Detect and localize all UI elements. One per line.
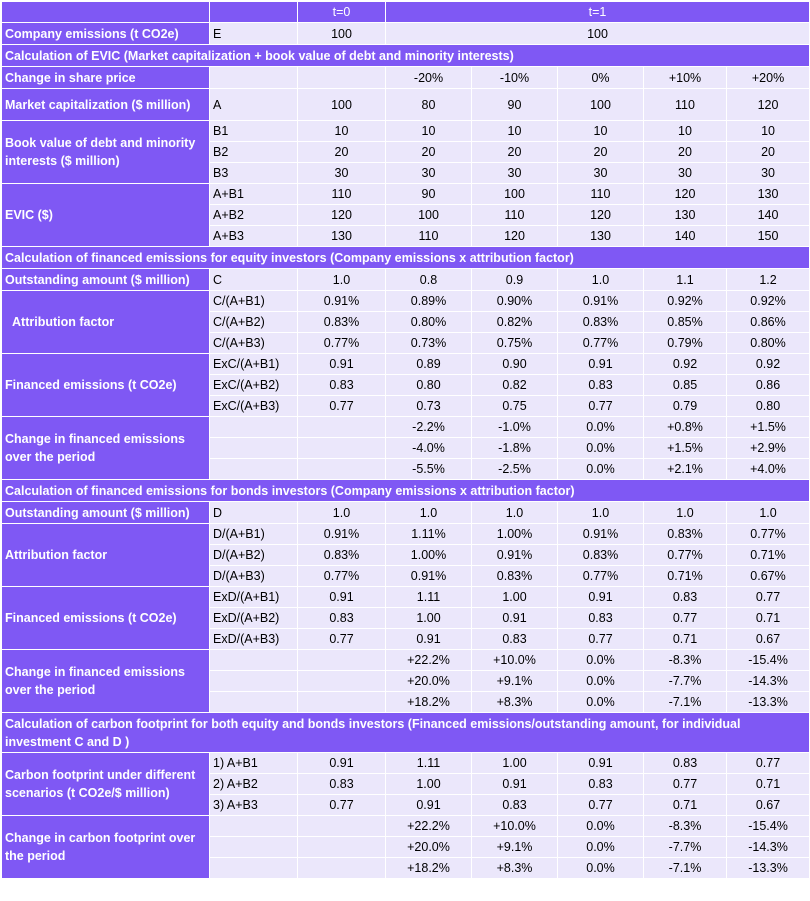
bonds-attribution-value: 0.77%: [558, 566, 644, 587]
bonds-attribution-code: D/(A+B2): [210, 545, 298, 566]
bonds-financed-value: 0.77: [558, 629, 644, 650]
book-debt-value: 10: [298, 121, 386, 142]
evic-value: 110: [472, 205, 558, 226]
footprint-change-value: +9.1%: [472, 837, 558, 858]
bonds-attribution-value: 0.71%: [644, 566, 727, 587]
bonds-outstanding-value: 1.0: [298, 502, 386, 524]
evic-code: A+B3: [210, 226, 298, 247]
equity-change-value: +1.5%: [644, 438, 727, 459]
equity-attribution-value: 0.91%: [298, 291, 386, 312]
bonds-financed-value: 0.67: [727, 629, 810, 650]
equity-financed-value: 0.86: [727, 375, 810, 396]
footprint-change-value: -8.3%: [644, 816, 727, 837]
bonds-outstanding-value: 1.0: [727, 502, 810, 524]
market-cap-value: 100: [558, 89, 644, 121]
equity-change-value: +2.9%: [727, 438, 810, 459]
share-price-change: +10%: [644, 67, 727, 89]
equity-attribution-code: C/(A+B3): [210, 333, 298, 354]
evic-value: 100: [472, 184, 558, 205]
bonds-attribution-code: D/(A+B3): [210, 566, 298, 587]
equity-attribution-value: 0.92%: [727, 291, 810, 312]
footprint-change-value: -7.1%: [644, 858, 727, 879]
equity-outstanding-value: 1.0: [558, 269, 644, 291]
equity-attribution-value: 0.80%: [386, 312, 472, 333]
bonds-attribution-value: 0.83%: [644, 524, 727, 545]
evic-value: 100: [386, 205, 472, 226]
footprint-value: 0.77: [727, 753, 810, 774]
footprint-value: 1.00: [472, 753, 558, 774]
footprint-change-value: +20.0%: [386, 837, 472, 858]
evic-value: 110: [298, 184, 386, 205]
footprint-value: 0.83: [644, 753, 727, 774]
book-debt-value: 30: [558, 163, 644, 184]
equity-financed-value: 0.77: [298, 396, 386, 417]
footprint-change-value: -14.3%: [727, 837, 810, 858]
equity-attribution-value: 0.91%: [558, 291, 644, 312]
bonds-financed-value: 0.77: [727, 587, 810, 608]
bonds-attribution-value: 0.91%: [472, 545, 558, 566]
bonds-change-value: -13.3%: [727, 692, 810, 713]
footprint-value: 0.71: [727, 774, 810, 795]
header-t1: t=1: [386, 2, 810, 23]
book-debt-value: 20: [472, 142, 558, 163]
bonds-attribution-value: 0.77%: [298, 566, 386, 587]
equity-financed-value: 0.90: [472, 354, 558, 375]
company-emissions-t0: 100: [298, 23, 386, 45]
equity-attribution-value: 0.83%: [298, 312, 386, 333]
bonds-attribution-code: D/(A+B1): [210, 524, 298, 545]
evic-value: 110: [558, 184, 644, 205]
equity-financed-value: 0.83: [298, 375, 386, 396]
book-debt-label: Book value of debt and minority interests ($ million): [2, 121, 210, 184]
bonds-financed-value: 0.91: [472, 608, 558, 629]
evic-value: 110: [386, 226, 472, 247]
equity-financed-value: 0.85: [644, 375, 727, 396]
equity-attribution-value: 0.82%: [472, 312, 558, 333]
bonds-financed-value: 0.77: [644, 608, 727, 629]
bonds-financed-value: 0.77: [298, 629, 386, 650]
bonds-financed-code: ExD/(A+B2): [210, 608, 298, 629]
share-price-change: -20%: [386, 67, 472, 89]
footprint-change-value: +18.2%: [386, 858, 472, 879]
bonds-financed-value: 0.83: [644, 587, 727, 608]
footprint-value: 0.91: [298, 753, 386, 774]
bonds-change-value: -7.7%: [644, 671, 727, 692]
bonds-financed-value: 0.91: [298, 587, 386, 608]
blank-cell: [210, 837, 298, 858]
evic-value: 120: [644, 184, 727, 205]
bonds-financed-value: 1.00: [386, 608, 472, 629]
bonds-change-value: -7.1%: [644, 692, 727, 713]
book-debt-value: 20: [558, 142, 644, 163]
equity-attribution-value: 0.85%: [644, 312, 727, 333]
blank-cell: [298, 671, 386, 692]
evic-value: 140: [727, 205, 810, 226]
book-debt-value: 30: [727, 163, 810, 184]
bonds-outstanding-code: D: [210, 502, 298, 524]
bonds-change-value: -8.3%: [644, 650, 727, 671]
book-debt-code: B2: [210, 142, 298, 163]
footprint-code: 2) A+B2: [210, 774, 298, 795]
equity-change-value: -5.5%: [386, 459, 472, 480]
book-debt-value: 20: [644, 142, 727, 163]
footprint-label: Carbon footprint under different scenarios (t CO2e/$ million): [2, 753, 210, 816]
equity-attribution-value: 0.77%: [298, 333, 386, 354]
bonds-outstanding-value: 1.0: [386, 502, 472, 524]
book-debt-value: 10: [472, 121, 558, 142]
bonds-outstanding-value: 1.0: [558, 502, 644, 524]
equity-financed-label: Financed emissions (t CO2e): [2, 354, 210, 417]
bonds-attribution-value: 0.77%: [727, 524, 810, 545]
blank-cell: [210, 692, 298, 713]
bonds-financed-code: ExD/(A+B3): [210, 629, 298, 650]
equity-financed-value: 0.79: [644, 396, 727, 417]
bonds-attribution-value: 0.91%: [298, 524, 386, 545]
equity-attribution-code: C/(A+B2): [210, 312, 298, 333]
book-debt-value: 20: [298, 142, 386, 163]
footprint-change-value: 0.0%: [558, 816, 644, 837]
footprint-change-value: +10.0%: [472, 816, 558, 837]
footprint-change-value: +22.2%: [386, 816, 472, 837]
bonds-financed-value: 0.91: [386, 629, 472, 650]
equity-financed-value: 0.80: [727, 396, 810, 417]
footprint-value: 0.77: [558, 795, 644, 816]
emissions-table: [1, 1, 810, 879]
bonds-attribution-value: 1.00%: [472, 524, 558, 545]
evic-code: A+B2: [210, 205, 298, 226]
market-cap-label: Market capitalization ($ million): [2, 89, 210, 121]
blank-cell: [298, 837, 386, 858]
footprint-code: 1) A+B1: [210, 753, 298, 774]
bonds-section-title: Calculation of financed emissions for bonds investors (Company emissions x attribution factor): [2, 480, 810, 502]
equity-attribution-value: 0.92%: [644, 291, 727, 312]
book-debt-value: 30: [472, 163, 558, 184]
bonds-change-value: +9.1%: [472, 671, 558, 692]
equity-attribution-value: 0.75%: [472, 333, 558, 354]
book-debt-value: 30: [386, 163, 472, 184]
evic-value: 120: [298, 205, 386, 226]
blank-cell: [210, 417, 298, 438]
equity-change-value: +0.8%: [644, 417, 727, 438]
bonds-financed-value: 1.11: [386, 587, 472, 608]
footprint-value: 0.71: [644, 795, 727, 816]
company-emissions-t1: 100: [386, 23, 810, 45]
equity-financed-value: 0.77: [558, 396, 644, 417]
book-debt-value: 20: [727, 142, 810, 163]
market-cap-value: 110: [644, 89, 727, 121]
bonds-attribution-value: 0.91%: [558, 524, 644, 545]
header-blank: [210, 2, 298, 23]
equity-outstanding-value: 1.1: [644, 269, 727, 291]
change-share-price-label: Change in share price: [2, 67, 210, 89]
equity-change-value: -2.5%: [472, 459, 558, 480]
bonds-change-value: 0.0%: [558, 650, 644, 671]
equity-outstanding-label: Outstanding amount ($ million): [2, 269, 210, 291]
equity-financed-value: 0.91: [298, 354, 386, 375]
bonds-financed-code: ExD/(A+B1): [210, 587, 298, 608]
book-debt-value: 30: [644, 163, 727, 184]
evic-section-title: Calculation of EVIC (Market capitalization + book value of debt and minority interests): [2, 45, 810, 67]
blank-cell: [298, 650, 386, 671]
company-emissions-code: E: [210, 23, 298, 45]
equity-financed-value: 0.91: [558, 354, 644, 375]
bonds-outstanding-label: Outstanding amount ($ million): [2, 502, 210, 524]
equity-section-title: Calculation of financed emissions for equity investors (Company emissions x attribution factor): [2, 247, 810, 269]
blank-cell: [210, 858, 298, 879]
blank-cell: [298, 438, 386, 459]
equity-change-value: -4.0%: [386, 438, 472, 459]
bonds-attribution-value: 0.83%: [298, 545, 386, 566]
bonds-financed-value: 0.83: [472, 629, 558, 650]
evic-value: 120: [472, 226, 558, 247]
bonds-attribution-value: 1.11%: [386, 524, 472, 545]
market-cap-value: 120: [727, 89, 810, 121]
equity-financed-value: 0.75: [472, 396, 558, 417]
market-cap-value: 80: [386, 89, 472, 121]
equity-attribution-value: 0.79%: [644, 333, 727, 354]
equity-change-value: +1.5%: [727, 417, 810, 438]
bonds-attribution-value: 0.71%: [727, 545, 810, 566]
blank-cell: [298, 67, 386, 89]
blank-cell: [210, 816, 298, 837]
blank-cell: [298, 459, 386, 480]
bonds-financed-value: 1.00: [472, 587, 558, 608]
bonds-change-value: -14.3%: [727, 671, 810, 692]
evic-value: 150: [727, 226, 810, 247]
equity-financed-code: ExC/(A+B1): [210, 354, 298, 375]
equity-financed-value: 0.92: [644, 354, 727, 375]
market-cap-value: 90: [472, 89, 558, 121]
blank-cell: [210, 650, 298, 671]
equity-financed-value: 0.82: [472, 375, 558, 396]
equity-change-value: -1.0%: [472, 417, 558, 438]
blank-cell: [298, 816, 386, 837]
equity-financed-value: 0.89: [386, 354, 472, 375]
blank-cell: [298, 417, 386, 438]
header-blank: [2, 2, 210, 23]
book-debt-value: 10: [727, 121, 810, 142]
evic-value: 120: [558, 205, 644, 226]
bonds-attribution-value: 1.00%: [386, 545, 472, 566]
footprint-value: 0.83: [558, 774, 644, 795]
equity-change-value: 0.0%: [558, 417, 644, 438]
company-emissions-label: Company emissions (t CO2e): [2, 23, 210, 45]
bonds-attribution-label: Attribution factor: [2, 524, 210, 587]
evic-value: 130: [727, 184, 810, 205]
bonds-outstanding-value: 1.0: [644, 502, 727, 524]
blank-cell: [210, 438, 298, 459]
equity-change-value: 0.0%: [558, 459, 644, 480]
evic-value: 130: [298, 226, 386, 247]
bonds-change-value: 0.0%: [558, 692, 644, 713]
bonds-financed-label: Financed emissions (t CO2e): [2, 587, 210, 650]
equity-financed-value: 0.80: [386, 375, 472, 396]
evic-value: 140: [644, 226, 727, 247]
evic-value: 130: [558, 226, 644, 247]
footprint-value: 0.91: [558, 753, 644, 774]
book-debt-code: B3: [210, 163, 298, 184]
bonds-change-value: -15.4%: [727, 650, 810, 671]
footprint-value: 0.91: [386, 795, 472, 816]
equity-change-label: Change in financed emissions over the period: [2, 417, 210, 480]
equity-attribution-code: C/(A+B1): [210, 291, 298, 312]
equity-attribution-value: 0.77%: [558, 333, 644, 354]
equity-attribution-label: Attribution factor: [2, 291, 210, 354]
footprint-change-value: 0.0%: [558, 858, 644, 879]
market-cap-value: 100: [298, 89, 386, 121]
footprint-value: 1.11: [386, 753, 472, 774]
blank-cell: [210, 67, 298, 89]
bonds-attribution-value: 0.83%: [472, 566, 558, 587]
book-debt-value: 10: [644, 121, 727, 142]
equity-attribution-value: 0.86%: [727, 312, 810, 333]
equity-change-value: +2.1%: [644, 459, 727, 480]
book-debt-code: B1: [210, 121, 298, 142]
book-debt-value: 30: [298, 163, 386, 184]
footprint-value: 0.77: [298, 795, 386, 816]
market-cap-code: A: [210, 89, 298, 121]
book-debt-value: 10: [558, 121, 644, 142]
bonds-attribution-value: 0.67%: [727, 566, 810, 587]
footprint-value: 0.83: [298, 774, 386, 795]
equity-financed-code: ExC/(A+B3): [210, 396, 298, 417]
footprint-value: 0.83: [472, 795, 558, 816]
evic-code: A+B1: [210, 184, 298, 205]
equity-outstanding-value: 0.8: [386, 269, 472, 291]
bonds-change-value: +10.0%: [472, 650, 558, 671]
share-price-change: 0%: [558, 67, 644, 89]
equity-change-value: -2.2%: [386, 417, 472, 438]
bonds-financed-value: 0.71: [727, 608, 810, 629]
evic-label: EVIC ($): [2, 184, 210, 247]
evic-value: 130: [644, 205, 727, 226]
bonds-attribution-value: 0.91%: [386, 566, 472, 587]
book-debt-value: 20: [386, 142, 472, 163]
bonds-change-value: +8.3%: [472, 692, 558, 713]
equity-outstanding-value: 1.0: [298, 269, 386, 291]
equity-change-value: -1.8%: [472, 438, 558, 459]
equity-financed-value: 0.73: [386, 396, 472, 417]
equity-outstanding-value: 1.2: [727, 269, 810, 291]
bonds-financed-value: 0.83: [558, 608, 644, 629]
bonds-change-value: +22.2%: [386, 650, 472, 671]
footprint-change-value: 0.0%: [558, 837, 644, 858]
equity-financed-code: ExC/(A+B2): [210, 375, 298, 396]
equity-financed-value: 0.83: [558, 375, 644, 396]
bonds-financed-value: 0.83: [298, 608, 386, 629]
footprint-value: 0.67: [727, 795, 810, 816]
bonds-financed-value: 0.71: [644, 629, 727, 650]
blank-cell: [210, 671, 298, 692]
footprint-change-label: Change in carbon footprint over the period: [2, 816, 210, 879]
equity-financed-value: 0.92: [727, 354, 810, 375]
equity-attribution-value: 0.89%: [386, 291, 472, 312]
footprint-change-value: -15.4%: [727, 816, 810, 837]
equity-outstanding-code: C: [210, 269, 298, 291]
blank-cell: [298, 858, 386, 879]
equity-attribution-value: 0.73%: [386, 333, 472, 354]
equity-change-value: +4.0%: [727, 459, 810, 480]
footprint-change-value: -7.7%: [644, 837, 727, 858]
bonds-financed-value: 0.91: [558, 587, 644, 608]
book-debt-value: 10: [386, 121, 472, 142]
footprint-change-value: -13.3%: [727, 858, 810, 879]
bonds-outstanding-value: 1.0: [472, 502, 558, 524]
blank-cell: [298, 692, 386, 713]
header-t0: t=0: [298, 2, 386, 23]
bonds-change-value: 0.0%: [558, 671, 644, 692]
footprint-code: 3) A+B3: [210, 795, 298, 816]
equity-attribution-value: 0.83%: [558, 312, 644, 333]
equity-outstanding-value: 0.9: [472, 269, 558, 291]
equity-attribution-value: 0.80%: [727, 333, 810, 354]
footprint-value: 0.91: [472, 774, 558, 795]
bonds-change-value: +18.2%: [386, 692, 472, 713]
footprint-section-title: Calculation of carbon footprint for both equity and bonds investors (Financed emissions/outstanding amount, for individual investment C and D ): [2, 713, 810, 753]
bonds-change-label: Change in financed emissions over the period: [2, 650, 210, 713]
bonds-attribution-value: 0.77%: [644, 545, 727, 566]
share-price-change: -10%: [472, 67, 558, 89]
bonds-attribution-value: 0.83%: [558, 545, 644, 566]
equity-attribution-value: 0.90%: [472, 291, 558, 312]
equity-change-value: 0.0%: [558, 438, 644, 459]
bonds-change-value: +20.0%: [386, 671, 472, 692]
footprint-change-value: +8.3%: [472, 858, 558, 879]
footprint-value: 0.77: [644, 774, 727, 795]
evic-value: 90: [386, 184, 472, 205]
share-price-change: +20%: [727, 67, 810, 89]
blank-cell: [210, 459, 298, 480]
footprint-value: 1.00: [386, 774, 472, 795]
